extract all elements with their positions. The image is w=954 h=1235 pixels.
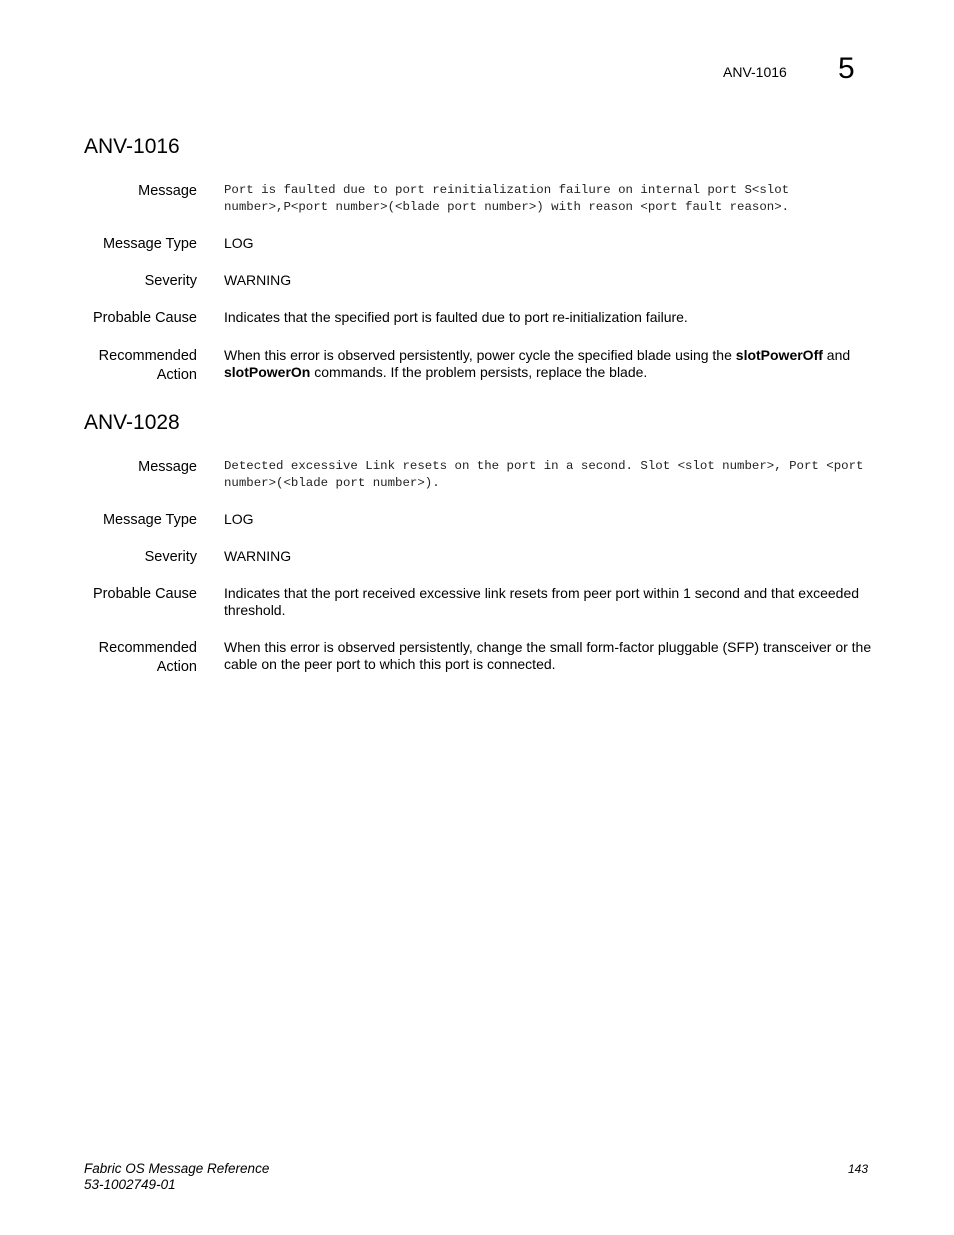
recommended-label-line2: Action [156, 659, 197, 675]
message-label: Message [138, 459, 197, 475]
footer-page-number: 143 [848, 1162, 869, 1176]
message-type-value: LOG [224, 511, 254, 527]
footer-doc-title: Fabric OS Message Reference [84, 1161, 270, 1176]
recommended-label-line1: Recommended [98, 348, 197, 364]
severity-label: Severity [144, 549, 197, 565]
command-slotpoweroff: slotPowerOff [735, 347, 823, 363]
probable-cause-label: Probable Cause [93, 586, 197, 602]
message-type-value: LOG [224, 235, 254, 251]
message-text: Port is faulted due to port reinitialization failure on internal port S<slot number>,P<port number>(<blade port number>) with reason <port fault reason>. [224, 183, 797, 214]
message-type-label: Message Type [102, 512, 197, 528]
recommended-label-line2: Action [156, 367, 197, 383]
probable-cause-label: Probable Cause [93, 310, 197, 326]
recommended-action-label [67, 347, 197, 385]
message-text: Detected excessive Link resets on the port in a second. Slot <slot number>, Port <port number>(<blade port number>). [224, 459, 871, 490]
recommended-action-text: When this error is observed persistently, change the small form-factor pluggable (SFP) transceiver or the cable on the peer port to which this port is connected. [224, 639, 872, 672]
footer-document-info [84, 1161, 269, 1193]
severity-value: WARNING [224, 272, 292, 288]
action-text-part: When this error is observed persistently, power cycle the specified blade using the [224, 347, 736, 363]
severity-value: WARNING [224, 548, 292, 564]
message-type-label: Message Type [102, 236, 197, 252]
chapter-number: 5 [838, 52, 855, 85]
footer-doc-number: 53-1002749-01 [84, 1177, 176, 1192]
recommended-action-label [67, 639, 197, 677]
action-text-part: commands. If the problem persists, replace the blade. [310, 364, 648, 380]
recommended-label-line1: Recommended [98, 640, 197, 656]
probable-cause-text: Indicates that the specified port is faulted due to port re-initialization failure. [224, 309, 688, 325]
message-label: Message [138, 183, 197, 199]
section-title-anv-1016: ANV-1016 [84, 135, 180, 158]
severity-label: Severity [144, 273, 197, 289]
running-head-title: ANV-1016 [723, 64, 787, 80]
probable-cause-text: Indicates that the port received excessive link resets from peer port within 1 second and that exceeded threshold. [224, 585, 860, 618]
section-title-anv-1028: ANV-1028 [84, 411, 180, 434]
recommended-action-text [224, 347, 874, 381]
action-text-part: and [822, 347, 851, 363]
command-slotpoweron: slotPowerOn [224, 364, 311, 380]
